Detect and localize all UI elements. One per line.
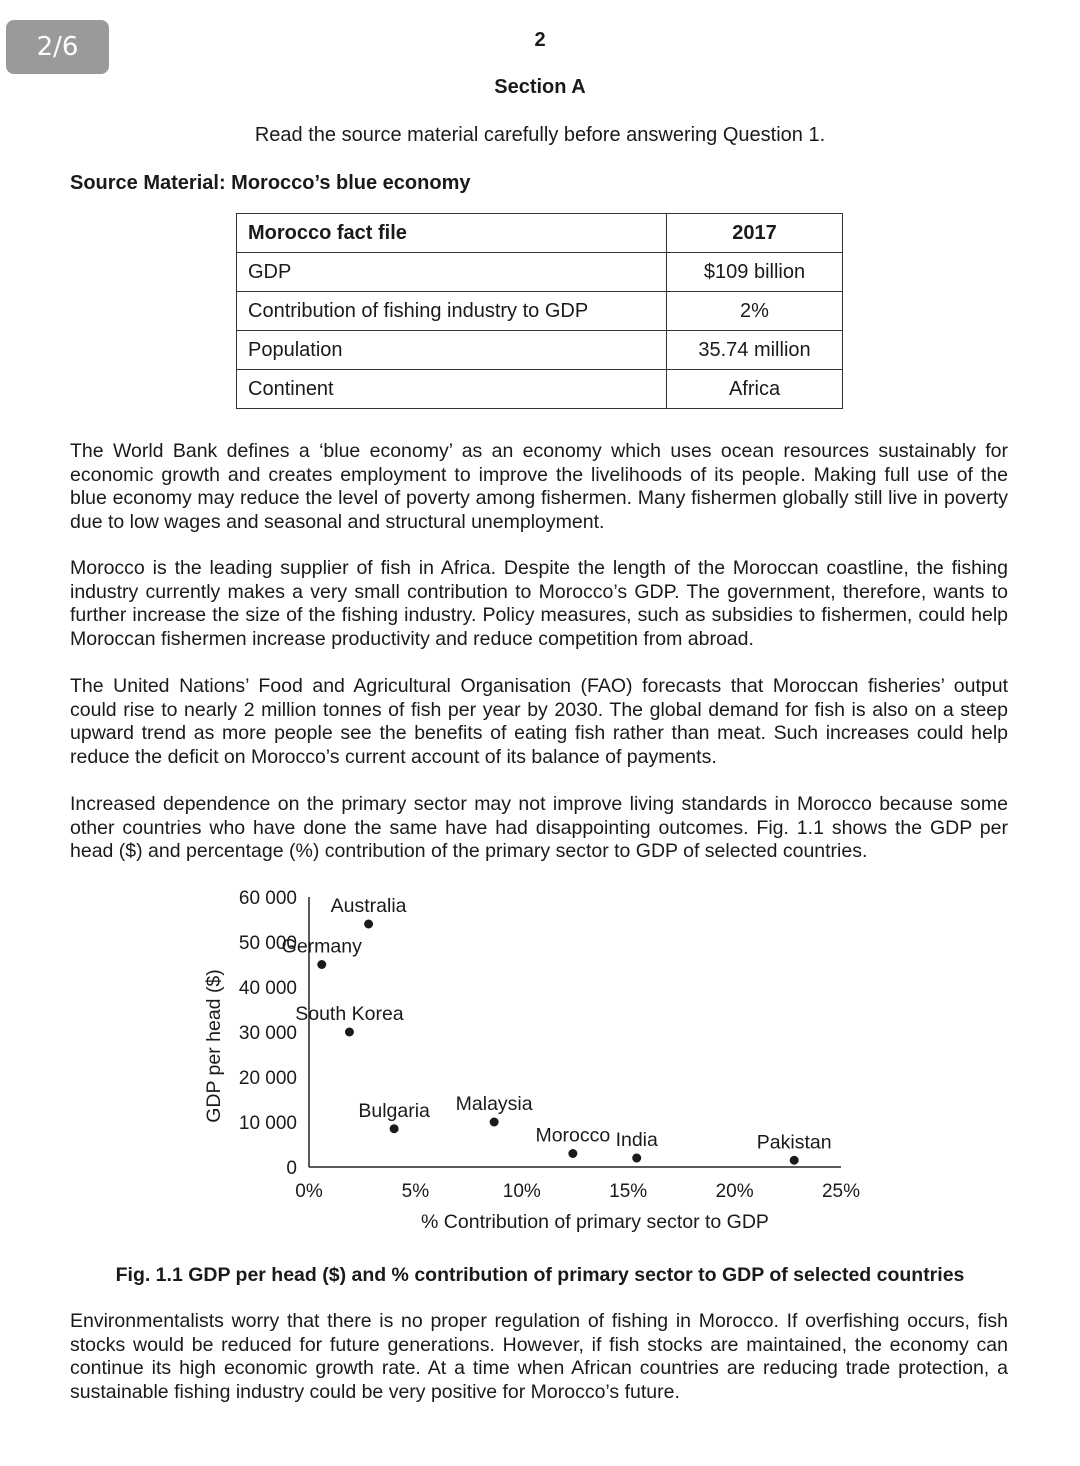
figure-caption: Fig. 1.1 GDP per head ($) and % contribution of primary sector to GDP of selected countries bbox=[115, 1264, 965, 1286]
table-row bbox=[237, 370, 843, 409]
section-heading: Section A bbox=[494, 76, 586, 98]
fact-value: Africa bbox=[667, 370, 843, 409]
instruction-text: Read the source material carefully before answering Question 1. bbox=[254, 124, 826, 146]
data-point-label: Malaysia bbox=[455, 1093, 533, 1115]
fact-label: Contribution of fishing industry to GDP bbox=[237, 292, 667, 331]
data-point bbox=[345, 1028, 354, 1037]
data-point-label: India bbox=[615, 1129, 658, 1151]
table-row bbox=[237, 331, 843, 370]
scatter-chart bbox=[190, 880, 890, 1240]
paragraph: Increased dependence on the primary sector may not improve living standards in Morocco because some other countries who have done the same have had disappointing outcomes. Fig. 1.1 shows the GDP per head ($) and percentage (%) contribution of the primary sector to GDP of selected countries. bbox=[70, 793, 1008, 863]
page-counter-badge[interactable]: 2/6 bbox=[6, 20, 109, 74]
page-number: 2 bbox=[534, 29, 546, 51]
x-axis-label: % Contribution of primary sector to GDP bbox=[421, 1211, 769, 1233]
fact-table-header: 2017 bbox=[667, 214, 843, 253]
paragraph: Environmentalists worry that there is no proper regulation of fishing in Morocco. If overfishing occurs, fish stocks would be reduced for future generations. However, if fish stocks are maintained, the economy can continue its high economic growth rate. At a time when African countries are reducing trade protection, a sustainable fishing industry could be very positive for Morocco’s future. bbox=[70, 1310, 1008, 1403]
data-point-label: Bulgaria bbox=[358, 1099, 430, 1122]
data-point bbox=[568, 1149, 577, 1158]
fact-value: 2% bbox=[667, 292, 843, 331]
fact-value: $109 billion bbox=[667, 253, 843, 292]
fact-table bbox=[236, 213, 843, 409]
table-row bbox=[237, 253, 843, 292]
data-point-label: Germany bbox=[281, 935, 362, 958]
source-title: Source Material: Morocco’s blue economy bbox=[70, 172, 471, 194]
table-row bbox=[237, 292, 843, 331]
fact-table-header-row bbox=[237, 214, 843, 253]
data-point bbox=[364, 920, 373, 929]
y-tick-label: 40 000 bbox=[238, 978, 297, 999]
data-point bbox=[632, 1154, 641, 1163]
y-axis-label: GDP per head ($) bbox=[203, 969, 225, 1123]
paragraph: The World Bank defines a ‘blue economy’ as an economy which uses ocean resources sustainably for economic growth and creates employment to improve the livelihoods of its people. Making full use of the blue economy may reduce the level of poverty among fishermen. Many fishermen globally still live in poverty due to low wages and seasonal and structural unemployment. bbox=[70, 440, 1008, 533]
y-tick-label: 30 000 bbox=[238, 1023, 297, 1044]
x-tick-label: 10% bbox=[502, 1181, 541, 1202]
paragraph: Morocco is the leading supplier of fish in Africa. Despite the length of the Moroccan coastline, the fishing industry currently makes a very small contribution to Morocco’s GDP. The government, therefore, wants to further increase the size of the fishing industry. Policy measures, such as subsidies to fishermen, could help Moroccan fishermen increase productivity and reduce competition from abroad. bbox=[70, 557, 1008, 650]
paragraph: The United Nations’ Food and Agricultural Organisation (FAO) forecasts that Moroccan fisheries’ output could rise to nearly 2 million tonnes of fish per year by 2030. The global demand for fish is also on a steep upward trend as more people see the benefits of eating fish rather than meat. Such increases could help reduce the deficit on Morocco’s current account of its balance of payments. bbox=[70, 675, 1008, 768]
y-tick-label: 0 bbox=[286, 1158, 297, 1179]
data-point bbox=[317, 960, 326, 969]
data-point bbox=[490, 1118, 499, 1127]
x-tick-label: 0% bbox=[295, 1181, 323, 1202]
data-point bbox=[790, 1156, 799, 1165]
y-tick-label: 50 000 bbox=[238, 933, 297, 954]
fact-label: Continent bbox=[237, 370, 667, 409]
data-point-label: Morocco bbox=[535, 1124, 611, 1147]
data-point bbox=[390, 1124, 399, 1133]
data-point-label: Australia bbox=[330, 895, 407, 917]
fact-value: 35.74 million bbox=[667, 331, 843, 370]
x-tick-label: 15% bbox=[609, 1181, 648, 1202]
fact-table-header: Morocco fact file bbox=[237, 214, 667, 253]
data-point-label: South Korea bbox=[295, 1003, 404, 1025]
x-tick-label: 25% bbox=[821, 1181, 861, 1202]
fact-label: GDP bbox=[237, 253, 667, 292]
y-tick-label: 20 000 bbox=[238, 1068, 297, 1089]
fact-label: Population bbox=[237, 331, 667, 370]
y-tick-label: 60 000 bbox=[238, 888, 297, 909]
y-tick-label: 10 000 bbox=[238, 1113, 297, 1134]
data-point-label: Pakistan bbox=[756, 1131, 832, 1154]
x-tick-label: 5% bbox=[401, 1181, 430, 1202]
x-tick-label: 20% bbox=[715, 1181, 754, 1202]
